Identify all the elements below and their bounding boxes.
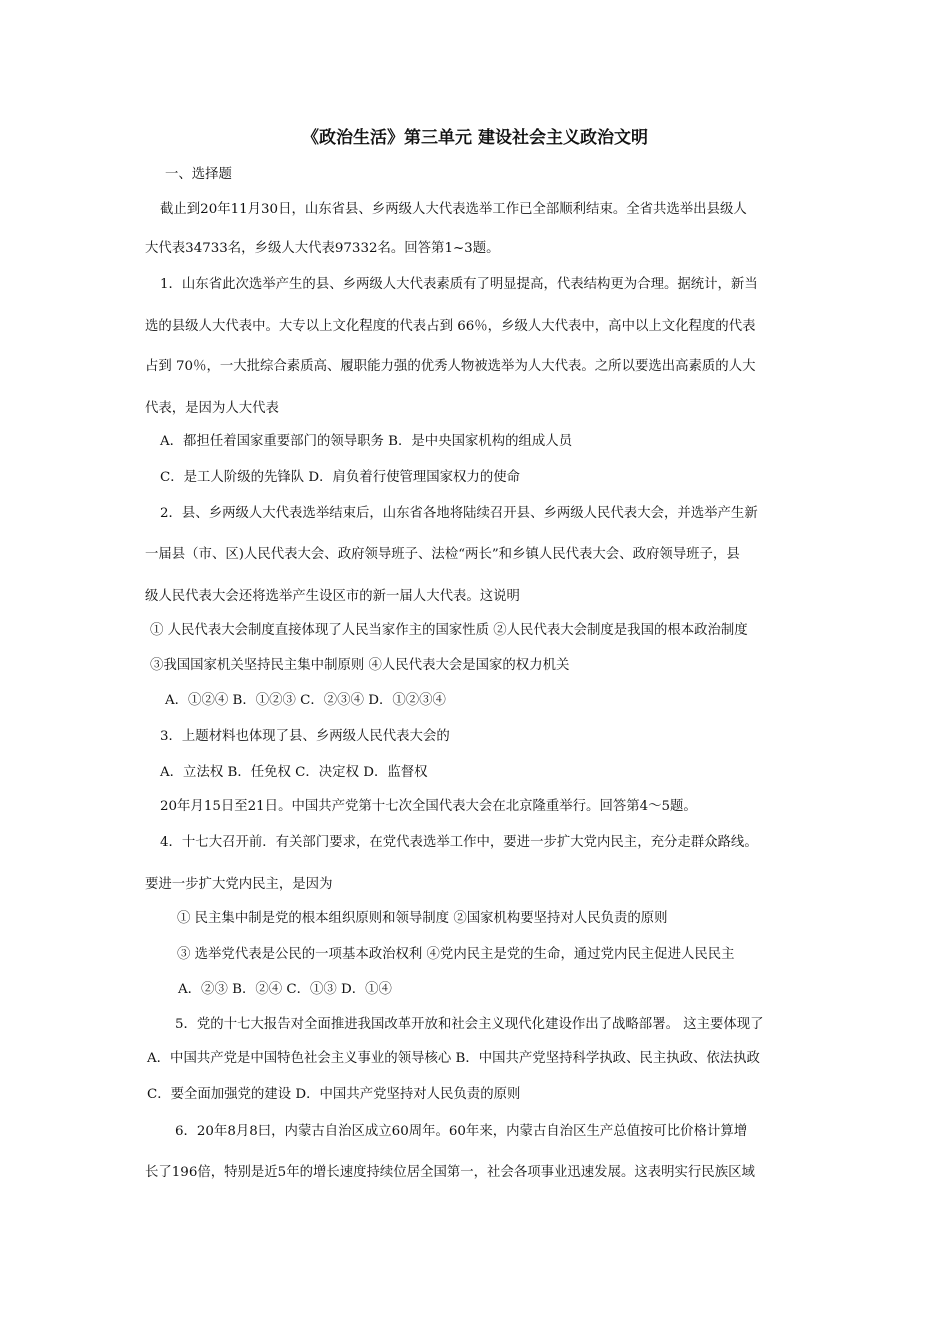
question-2-options: A．①②④ B．①②③ C．②③④ D．①②③④ [165, 693, 446, 708]
question-5-options: C．要全面加强党的建设 D．中国共产党坚持对人民负责的原则 [147, 1087, 521, 1102]
question-4-stem: 要进一步扩大党内民主，是因为 [145, 877, 333, 892]
question-6-stem: 6．20年8月8曰，内蒙古自治区成立60周年。60年来，内蒙古自治区生产总值按可比价格计算增 [175, 1124, 748, 1139]
question-4-statements: ① 民主集中制是党的根本组织原则和领导制度 ②国家机构要坚持对人民负责的原则 [177, 911, 668, 926]
question-5-stem: 5．党的十七大报告对全面推进我国改革开放和社会主义现代化建设作出了战略部署。 这主要体现了 [175, 1017, 764, 1032]
question-1-options: A．都担任着国家重要部门的领导职务 B．是中央国家机构的组成人员 [160, 434, 573, 449]
question-6-stem: 长了196倍，特别是近5年的增长速度持续位居全国第一，社会各项事业迅速发展。这表明实行民族区域 [145, 1165, 755, 1180]
passage-line: 截止到20年11月30日，山东省县、乡两级人大代表选举工作已全部顺利结束。全省共选举出县级人 [160, 202, 747, 217]
section-heading: 一、选择题 [165, 167, 232, 182]
question-1-options: C．是工人阶级的先锋队 D．肩负着行使管理国家权力的使命 [160, 470, 521, 485]
question-4-stem: 4．十七大召开前．有关部门要求，在党代表选举工作中，要进一步扩大党内民主，充分走群众路线。 [160, 835, 758, 850]
document-title: 《政治生活》第三单元 建设社会主义政治文明 [302, 128, 648, 148]
question-3-options: A．立法权 B．任免权 C．决定权 D．监督权 [160, 765, 428, 780]
question-5-options: A．中国共产党是中国特色社会主义事业的领导核心 B．中国共产党坚持科学执政、民主执政、依法执政 [147, 1051, 760, 1066]
question-2-statements: ① 人民代表大会制度直接体现了人民当家作主的国家性质 ②人民代表大会制度是我国的根本政治制度 [150, 623, 748, 638]
question-2-statements: ③我国国家机关坚持民主集中制原则 ④人民代表大会是国家的权力机关 [150, 658, 570, 673]
question-4-statements: ③ 选举党代表是公民的一项基本政治权利 ④党内民主是党的生命，通过党内民主促进人民民主 [177, 947, 735, 962]
question-1-stem: 选的县级人大代表中。大专以上文化程度的代表占到 66％，乡级人大代表中，高中以上文化程度的代表 [145, 319, 756, 334]
question-3-stem: 3．上题材料也体现了县、乡两级人民代表大会的 [160, 729, 450, 744]
question-2-stem: 一届县（市、区)人民代表大会、政府领导班子、法检“两长”和乡镇人民代表大会、政府领导班子，县 [145, 547, 740, 562]
question-2-stem: 级人民代表大会还将选举产生设区市的新一届人大代表。这说明 [145, 589, 520, 604]
question-1-stem: 占到 70％，一大批综合素质高、履职能力强的优秀人物被选举为人大代表。之所以要选出高素质的人大 [145, 359, 756, 374]
question-1-stem: 代表，是因为人大代表 [145, 401, 279, 416]
question-1-stem: 1．山东省此次选举产生的县、乡两级人大代表素质有了明显提高，代表结构更为合理。据统计，新当 [160, 277, 758, 292]
question-2-stem: 2．县、乡两级人大代表选举结束后，山东省各地将陆续召开县、乡两级人民代表大会，并选举产生新 [160, 506, 758, 521]
question-4-options: A．②③ B．②④ C．①③ D．①④ [178, 982, 392, 997]
passage-line: 20年月15日至21日。中国共产党第十七次全国代表大会在北京隆重举行。回答第4～5题。 [160, 799, 697, 814]
passage-line: 大代表34733名，乡级人大代表97332名。回答第1~3题。 [145, 241, 500, 256]
